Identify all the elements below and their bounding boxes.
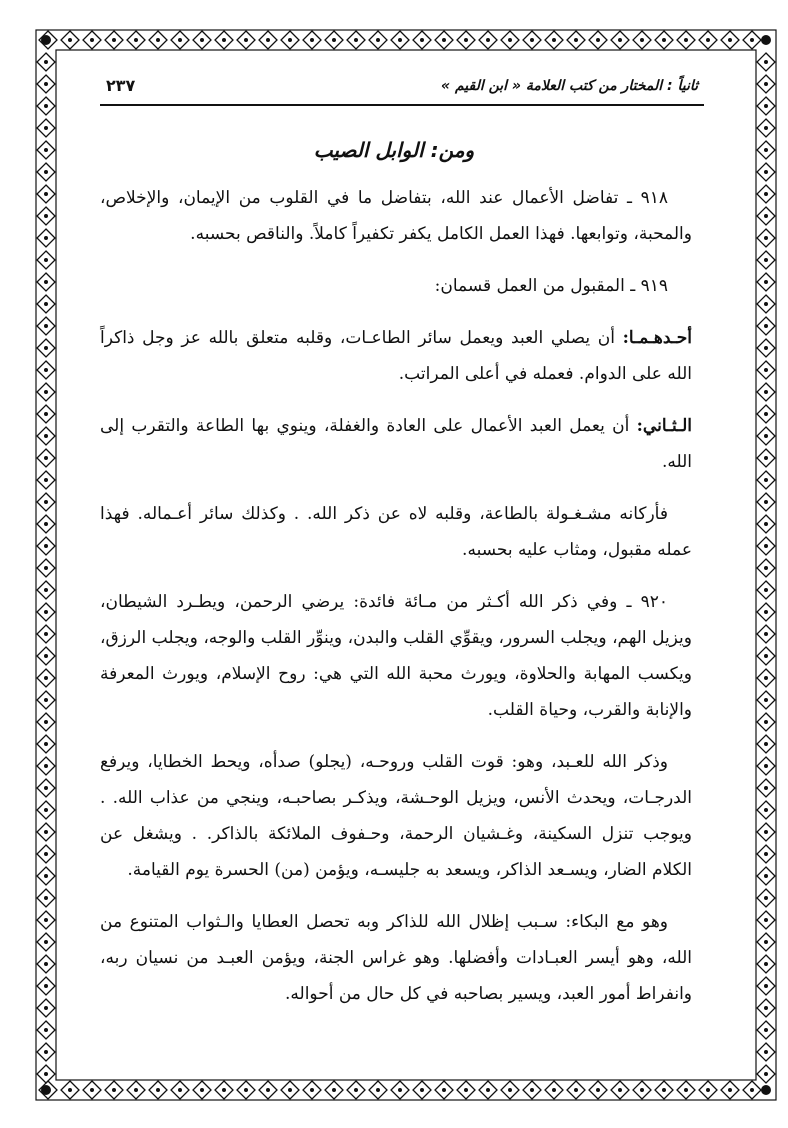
paragraph-first-type (100, 320, 692, 392)
first-type-label: أحـدهـمـا: (622, 328, 692, 348)
page-body (100, 180, 692, 1028)
header-divider (100, 104, 704, 106)
paragraph-919: ٩١٩ ـ المقبول من العمل قسمان: (434, 276, 668, 296)
paragraph-second-type (100, 408, 692, 480)
paragraph-buka: وهو مع البكاء: سـبب إظلال الله للذاكر وبه تحصل العطايا والـثواب المتنوع من الله، وهو أيسر العبـادات وأفضلها. وهو غراس الجنة، ويؤمن العبـد من نسيان ربه، وانفراط أمور العبد، ويسير بصاحبه في كل حال من أحواله. (100, 912, 692, 1004)
section-title: ومن: الوابل الصيب (313, 138, 475, 162)
paragraph-918: ٩١٨ ـ تفاضل الأعمال عند الله، بتفاضل ما في القلوب من الإيمان، والإخلاص، والمحبة، وتوابعها. فهذا العمل الكامل يكفر تكفيراً كاملاً. والناقص بحسبه. (100, 188, 692, 244)
page-number: ٢٣٧ (106, 76, 136, 95)
paragraph-dhikr: وذكر الله للعـبد، وهو: قوت القلب وروحـه، (يجلو) صدأه، ويحط الخطايا، ويرفع الدرجـات، ويحدث الأنس، ويزيل الوحـشة، ويذكـر بصاحبـه، وينجي من عذاب الله. . ويوجب تنزل السكينة، وغـشيان الرحمة، وحـفوف الملائكة بالذاكر. . ويشغل عن الكلام الضار، ويسـعد الذاكر، ويسعد به جليسـه، ويؤمن (من) الحسرة يوم القيامة. (100, 752, 692, 880)
paragraph-arkan: فأركانه مشـغـولة بالطاعة، وقلبه لاه عن ذكر الله. . وكذلك سائر أعـماله. فهذا عمله مقبول، ومثاب عليه بحسبه. (100, 504, 692, 560)
first-type-text: أن يصلي العبد ويعمل سائر الطاعـات، وقلبه متعلق بالله عز وجل ذاكراً الله على الدوام. فعمله في أعلى المراتب. (100, 328, 692, 384)
second-type-text: أن يعمل العبد الأعمال على العادة والغفلة، وينوي بها الطاعة والتقرب إلى الله. (100, 416, 692, 472)
running-header-title: ثانياً : المختار من كتب العلامة « ابن القيم » (440, 78, 698, 94)
second-type-label: الـثـاني: (636, 416, 692, 436)
paragraph-920: ٩٢٠ ـ وفي ذكر الله أكـثر من مـائة فائدة: يرضي الرحمن، ويطـرد الشيطان، ويزيل الهم، ويجلب السرور، ويقوِّي القلب والبدن، وينوِّر القلب والوجه، ويجلب الرزق، ويكسب المهابة والحلاوة، ويورث محبة الله التي هي: روح الإسلام، ويورث المعرفة والإنابة والقرب، وحياة القلب. (100, 592, 692, 720)
